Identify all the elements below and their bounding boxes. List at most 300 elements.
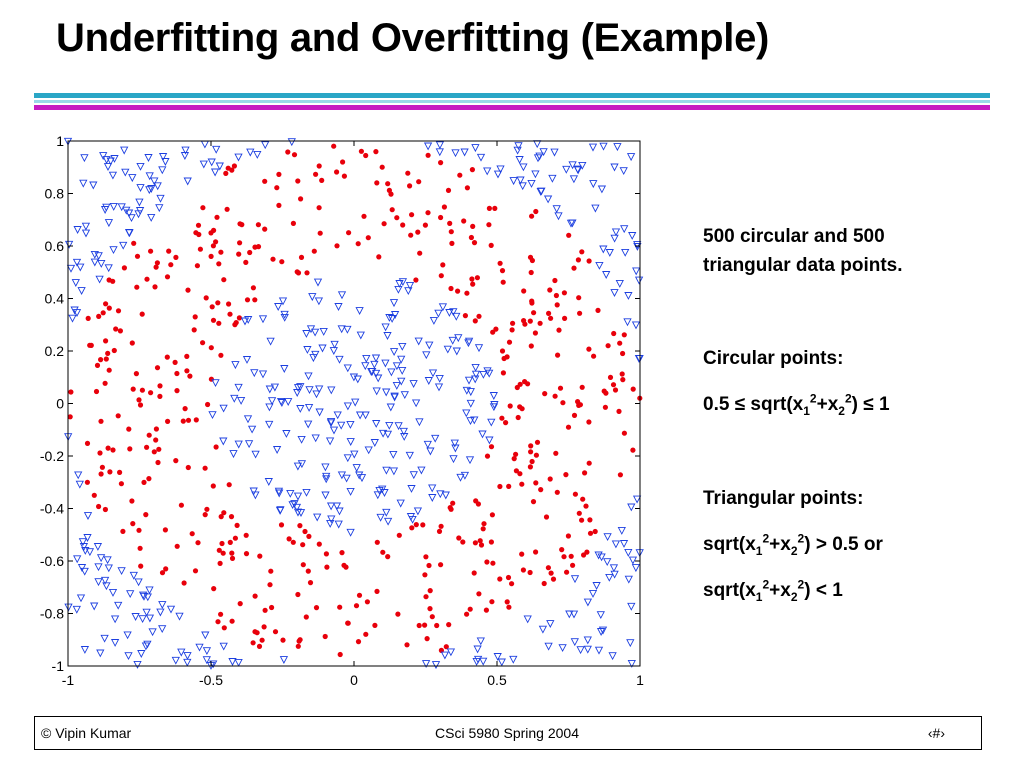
circular-point — [449, 229, 454, 234]
circular-point — [138, 564, 143, 569]
circular-point — [251, 640, 256, 645]
circular-point — [244, 533, 249, 538]
circular-point — [465, 185, 470, 190]
triangular-point — [388, 369, 395, 376]
circular-point — [542, 581, 547, 586]
circular-point — [208, 230, 213, 235]
circular-point — [620, 377, 625, 382]
close-paren: ) — [804, 580, 811, 601]
circular-point — [218, 250, 223, 255]
circular-point — [297, 639, 302, 644]
triangular-point — [202, 141, 209, 147]
triangular-point — [231, 395, 238, 402]
triangular-point — [429, 495, 436, 502]
triangular-point — [540, 626, 547, 633]
circular-point — [342, 174, 347, 179]
triangular-point — [498, 659, 505, 665]
triangular-point — [304, 347, 311, 353]
triangular-point — [549, 175, 556, 182]
circular-point — [260, 638, 265, 643]
circular-point — [447, 221, 452, 226]
circular-point — [312, 249, 317, 254]
triangular-point — [254, 151, 261, 158]
circular-point — [279, 522, 284, 527]
triangular-point — [442, 652, 449, 658]
plus-x: +x — [769, 534, 791, 555]
triangular-point — [122, 169, 129, 175]
triangular-point — [322, 492, 329, 499]
circular-point — [226, 301, 231, 306]
circular-point — [533, 330, 538, 335]
triangular-point — [312, 435, 319, 441]
triangular-point — [611, 290, 618, 296]
circular-point — [306, 569, 311, 574]
circular-point — [299, 255, 304, 260]
triangular-point — [424, 441, 431, 447]
triangular-point — [148, 214, 155, 221]
triangular-point — [184, 653, 191, 659]
circular-point — [86, 316, 91, 321]
y-tick-label: 0.4 — [44, 290, 64, 307]
triangular-point — [371, 361, 378, 368]
circular-point — [193, 568, 198, 573]
triangular-point — [98, 555, 105, 562]
circular-point — [129, 498, 134, 503]
triangular-point — [401, 392, 408, 398]
circular-point — [555, 302, 560, 307]
triangular-point — [72, 280, 79, 286]
circular-point — [262, 624, 267, 629]
circular-point — [200, 340, 205, 345]
circular-point — [484, 608, 489, 613]
x-tick-label: 0 — [350, 672, 358, 688]
circular-point — [152, 284, 157, 289]
triangular-point — [397, 500, 404, 507]
circular-point — [152, 449, 157, 454]
close-paren: ) — [851, 394, 858, 415]
circular-point — [205, 402, 210, 407]
circular-point — [138, 546, 143, 551]
circular-point — [542, 391, 547, 396]
circular-point — [175, 544, 180, 549]
circular-point — [521, 567, 526, 572]
triangular-point — [571, 176, 578, 183]
triangular-point — [249, 426, 256, 432]
le-symbol: ≤ — [734, 394, 746, 415]
circular-point — [409, 212, 414, 217]
triangular-point — [77, 264, 84, 270]
circular-point — [437, 529, 442, 534]
circular-point — [138, 402, 143, 407]
circular-point — [546, 565, 551, 570]
triangular-point — [611, 565, 618, 571]
circular-point — [476, 591, 481, 596]
circular-point — [245, 297, 250, 302]
circular-point — [503, 420, 508, 425]
triangular-point — [624, 319, 631, 326]
triangular-point — [553, 206, 560, 213]
intro-line-1: 500 circular and 500 — [703, 226, 885, 247]
circular-point — [485, 454, 490, 459]
triangular-point — [184, 659, 191, 665]
triangular-point — [129, 175, 136, 182]
triangular-point — [532, 171, 539, 177]
circular-point — [357, 593, 362, 598]
triangular-point — [220, 405, 227, 411]
triangular-point — [266, 386, 273, 393]
slide-footer — [34, 716, 982, 750]
triangular-point — [220, 643, 227, 649]
triangular-point — [571, 611, 578, 617]
circular-point — [576, 257, 581, 262]
circular-point — [98, 419, 103, 424]
circular-point — [587, 517, 592, 522]
triangular-point — [145, 155, 152, 162]
triangular-point — [611, 235, 618, 242]
circular-point — [608, 375, 613, 380]
circular-point — [263, 608, 268, 613]
y-tick-label: 0.6 — [44, 238, 64, 254]
triangular-point — [202, 632, 209, 638]
triangular-point — [463, 410, 470, 416]
circular-point — [268, 569, 273, 574]
triangular-point — [283, 431, 290, 437]
circular-point — [229, 551, 234, 556]
triangular-point — [306, 404, 313, 411]
circular-point — [552, 278, 557, 283]
triangular-point — [398, 378, 405, 384]
circular-point — [430, 614, 435, 619]
triangular-point — [534, 141, 541, 148]
triangular-point — [423, 352, 430, 358]
triangular-point — [633, 565, 640, 572]
circular-point — [456, 535, 461, 540]
triangular-point — [327, 438, 334, 445]
circular-point — [560, 400, 565, 405]
circular-point — [97, 450, 102, 455]
triangular-point — [159, 602, 166, 608]
circular-point — [251, 285, 256, 290]
triangular-point — [331, 427, 338, 433]
circular-point — [262, 227, 267, 232]
triangular-point — [524, 616, 531, 623]
triangular-point — [288, 139, 295, 146]
circular-point — [156, 447, 161, 452]
circular-point — [522, 379, 527, 384]
circular-point — [420, 522, 425, 527]
circular-point — [408, 233, 413, 238]
circular-point — [107, 277, 112, 282]
triangular-point — [335, 521, 342, 528]
plus-x: +x — [816, 394, 839, 415]
close-paren: ) — [804, 534, 811, 555]
circular-point — [582, 470, 587, 475]
triangular-point — [353, 465, 360, 472]
circular-point — [439, 273, 444, 278]
triangular-point — [82, 647, 89, 653]
triangular-point — [135, 579, 142, 585]
triangular-point — [590, 181, 597, 188]
triangular-point — [629, 233, 636, 239]
circular-point — [196, 223, 201, 228]
triangular-point — [260, 316, 267, 323]
circular-point — [256, 222, 261, 227]
triangular-point — [269, 398, 276, 404]
circular-point — [425, 210, 430, 215]
triangular-point — [528, 180, 535, 187]
triangular-point — [98, 260, 105, 267]
circular-point — [317, 205, 322, 210]
circular-point — [374, 180, 379, 185]
triangular-point — [95, 564, 102, 570]
circular-point — [218, 612, 223, 617]
circular-point — [120, 529, 125, 534]
sqrt-open: sqrt(x — [703, 580, 756, 601]
triangular-point — [134, 661, 141, 668]
circular-point — [257, 644, 262, 649]
triangular-point — [168, 606, 175, 612]
triangular-point — [103, 204, 110, 211]
circular-point — [479, 542, 484, 547]
circular-point — [548, 316, 553, 321]
triangular-point — [352, 399, 359, 406]
triangular-point — [377, 514, 384, 521]
triangular-point — [74, 227, 81, 234]
circular-point — [68, 389, 73, 394]
triangular-rule-1 — [703, 530, 883, 559]
circular-point — [563, 472, 568, 477]
triangular-point — [395, 286, 402, 292]
triangular-point — [393, 382, 400, 389]
triangular-point — [488, 419, 495, 425]
triangular-point — [344, 326, 351, 333]
triangular-point — [604, 534, 611, 540]
circular-point — [107, 469, 112, 474]
triangular-point — [105, 565, 112, 571]
circular-point — [96, 314, 101, 319]
circular-point — [296, 270, 301, 275]
circular-point — [195, 263, 200, 268]
triangular-point — [78, 288, 85, 294]
triangular-point — [95, 253, 102, 259]
circular-point — [230, 619, 235, 624]
circular-point — [397, 533, 402, 538]
circular-point — [579, 249, 584, 254]
triangular-point — [418, 467, 425, 473]
circular-point — [338, 652, 343, 657]
circular-point — [382, 221, 387, 226]
circular-point — [630, 448, 635, 453]
triangular-point — [331, 341, 338, 348]
circular-point — [460, 539, 465, 544]
triangular-point — [478, 154, 485, 160]
triangular-point — [373, 355, 380, 362]
circular-point — [140, 312, 145, 317]
circular-point — [583, 504, 588, 509]
triangular-point — [95, 544, 102, 550]
triangular-point — [385, 518, 392, 524]
circular-point — [103, 381, 108, 386]
circular-point — [147, 433, 152, 438]
circular-point — [101, 310, 106, 315]
triangular-point — [373, 421, 380, 427]
triangular-point — [461, 149, 468, 156]
triangular-point — [427, 448, 434, 455]
circular-point — [423, 594, 428, 599]
circular-point — [209, 254, 214, 259]
circular-point — [182, 580, 187, 585]
triangular-point — [599, 186, 606, 192]
triangular-point — [154, 183, 161, 190]
triangular-point — [625, 576, 632, 583]
circular-point — [135, 254, 140, 259]
triangular-point — [603, 272, 610, 279]
circular-point — [216, 321, 221, 326]
circular-point — [359, 149, 364, 154]
circular-point — [442, 204, 447, 209]
triangular-point — [245, 317, 252, 323]
triangular-point — [479, 431, 486, 437]
circular-point — [572, 413, 577, 418]
triangular-point — [91, 259, 98, 265]
triangular-point — [244, 357, 251, 363]
circular-point — [184, 368, 189, 373]
circular-point — [244, 551, 249, 556]
triangular-point — [274, 447, 281, 454]
circular-point — [415, 230, 420, 235]
circular-point — [580, 385, 585, 390]
triangular-point — [597, 612, 604, 618]
circular-point — [528, 319, 533, 324]
circular-point — [374, 589, 379, 594]
circular-point — [507, 340, 512, 345]
circular-point — [584, 550, 589, 555]
triangular-point — [365, 447, 372, 453]
circular-point — [534, 453, 539, 458]
triangular-point — [563, 166, 570, 173]
circular-point — [193, 314, 198, 319]
triangular-point — [436, 384, 443, 391]
triangular-point — [232, 362, 239, 369]
triangular-point — [609, 653, 616, 660]
circular-point — [450, 501, 455, 506]
triangular-point — [265, 479, 272, 486]
circular-point — [228, 540, 233, 545]
triangular-point — [295, 493, 302, 500]
triangular-point — [555, 213, 562, 220]
circular-point — [154, 426, 159, 431]
circular-point — [298, 196, 303, 201]
triangular-point — [184, 178, 191, 185]
circular-point — [148, 249, 153, 254]
le-symbol: ≤ — [863, 394, 874, 415]
triangular-point — [81, 155, 88, 162]
triangular-point — [600, 246, 607, 253]
triangular-point — [266, 404, 273, 411]
circular-point — [620, 351, 625, 356]
circular-point — [423, 554, 428, 559]
circular-point — [211, 318, 216, 323]
circular-point — [531, 310, 536, 315]
circular-point — [318, 231, 323, 236]
triangular-point — [390, 451, 397, 458]
circular-point — [505, 599, 510, 604]
circular-point — [528, 570, 533, 575]
triangular-point — [75, 472, 82, 478]
circular-point — [155, 260, 160, 265]
triangular-point — [636, 277, 643, 284]
circular-point — [517, 471, 522, 476]
triangular-point — [347, 439, 354, 445]
circular-point — [92, 493, 97, 498]
triangular-point — [312, 329, 319, 335]
circular-point — [181, 419, 186, 424]
triangular-point — [449, 337, 456, 344]
triangular-point — [306, 387, 313, 393]
circular-point — [225, 207, 230, 212]
circular-point — [168, 262, 173, 267]
triangular-point — [316, 409, 323, 416]
circular-point — [529, 214, 534, 219]
circular-point — [274, 185, 279, 190]
circular-point — [222, 625, 227, 630]
triangular-point — [309, 294, 316, 301]
description-intro — [703, 222, 903, 280]
circular-point — [227, 312, 232, 317]
circular-point — [127, 446, 132, 451]
triangular-heading: Triangular points: — [703, 488, 864, 509]
circular-point — [230, 556, 235, 561]
triangular-point — [625, 293, 632, 299]
sub-2: 2 — [838, 403, 845, 418]
triangular-point — [477, 638, 484, 644]
circular-point — [324, 551, 329, 556]
circular-point — [535, 440, 540, 445]
circular-point — [339, 550, 344, 555]
circular-point — [361, 214, 366, 219]
triangular-point — [83, 223, 90, 229]
triangular-point — [429, 485, 436, 492]
triangular-point — [343, 475, 350, 481]
triangular-point — [137, 185, 144, 191]
circular-point — [489, 539, 494, 544]
circular-point — [470, 224, 475, 229]
triangular-point — [628, 504, 635, 510]
circular-point — [376, 254, 381, 259]
circular-point — [165, 419, 170, 424]
circular-point — [219, 514, 224, 519]
triangular-point — [452, 150, 459, 156]
circular-point — [470, 282, 475, 287]
circular-point — [306, 534, 311, 539]
circular-point — [469, 276, 474, 281]
circular-point — [165, 355, 170, 360]
circular-point — [501, 370, 506, 375]
circular-point — [218, 353, 223, 358]
triangular-point — [551, 149, 558, 156]
circular-point — [365, 599, 370, 604]
circular-point — [385, 554, 390, 559]
triangular-point — [336, 356, 343, 363]
circular-point — [529, 299, 534, 304]
circular-point — [295, 178, 300, 183]
triangular-point — [101, 635, 108, 641]
circular-point — [426, 563, 431, 568]
circular-point — [528, 255, 533, 260]
circular-point — [89, 343, 94, 348]
triangular-point — [159, 167, 166, 174]
triangular-point — [66, 241, 73, 248]
